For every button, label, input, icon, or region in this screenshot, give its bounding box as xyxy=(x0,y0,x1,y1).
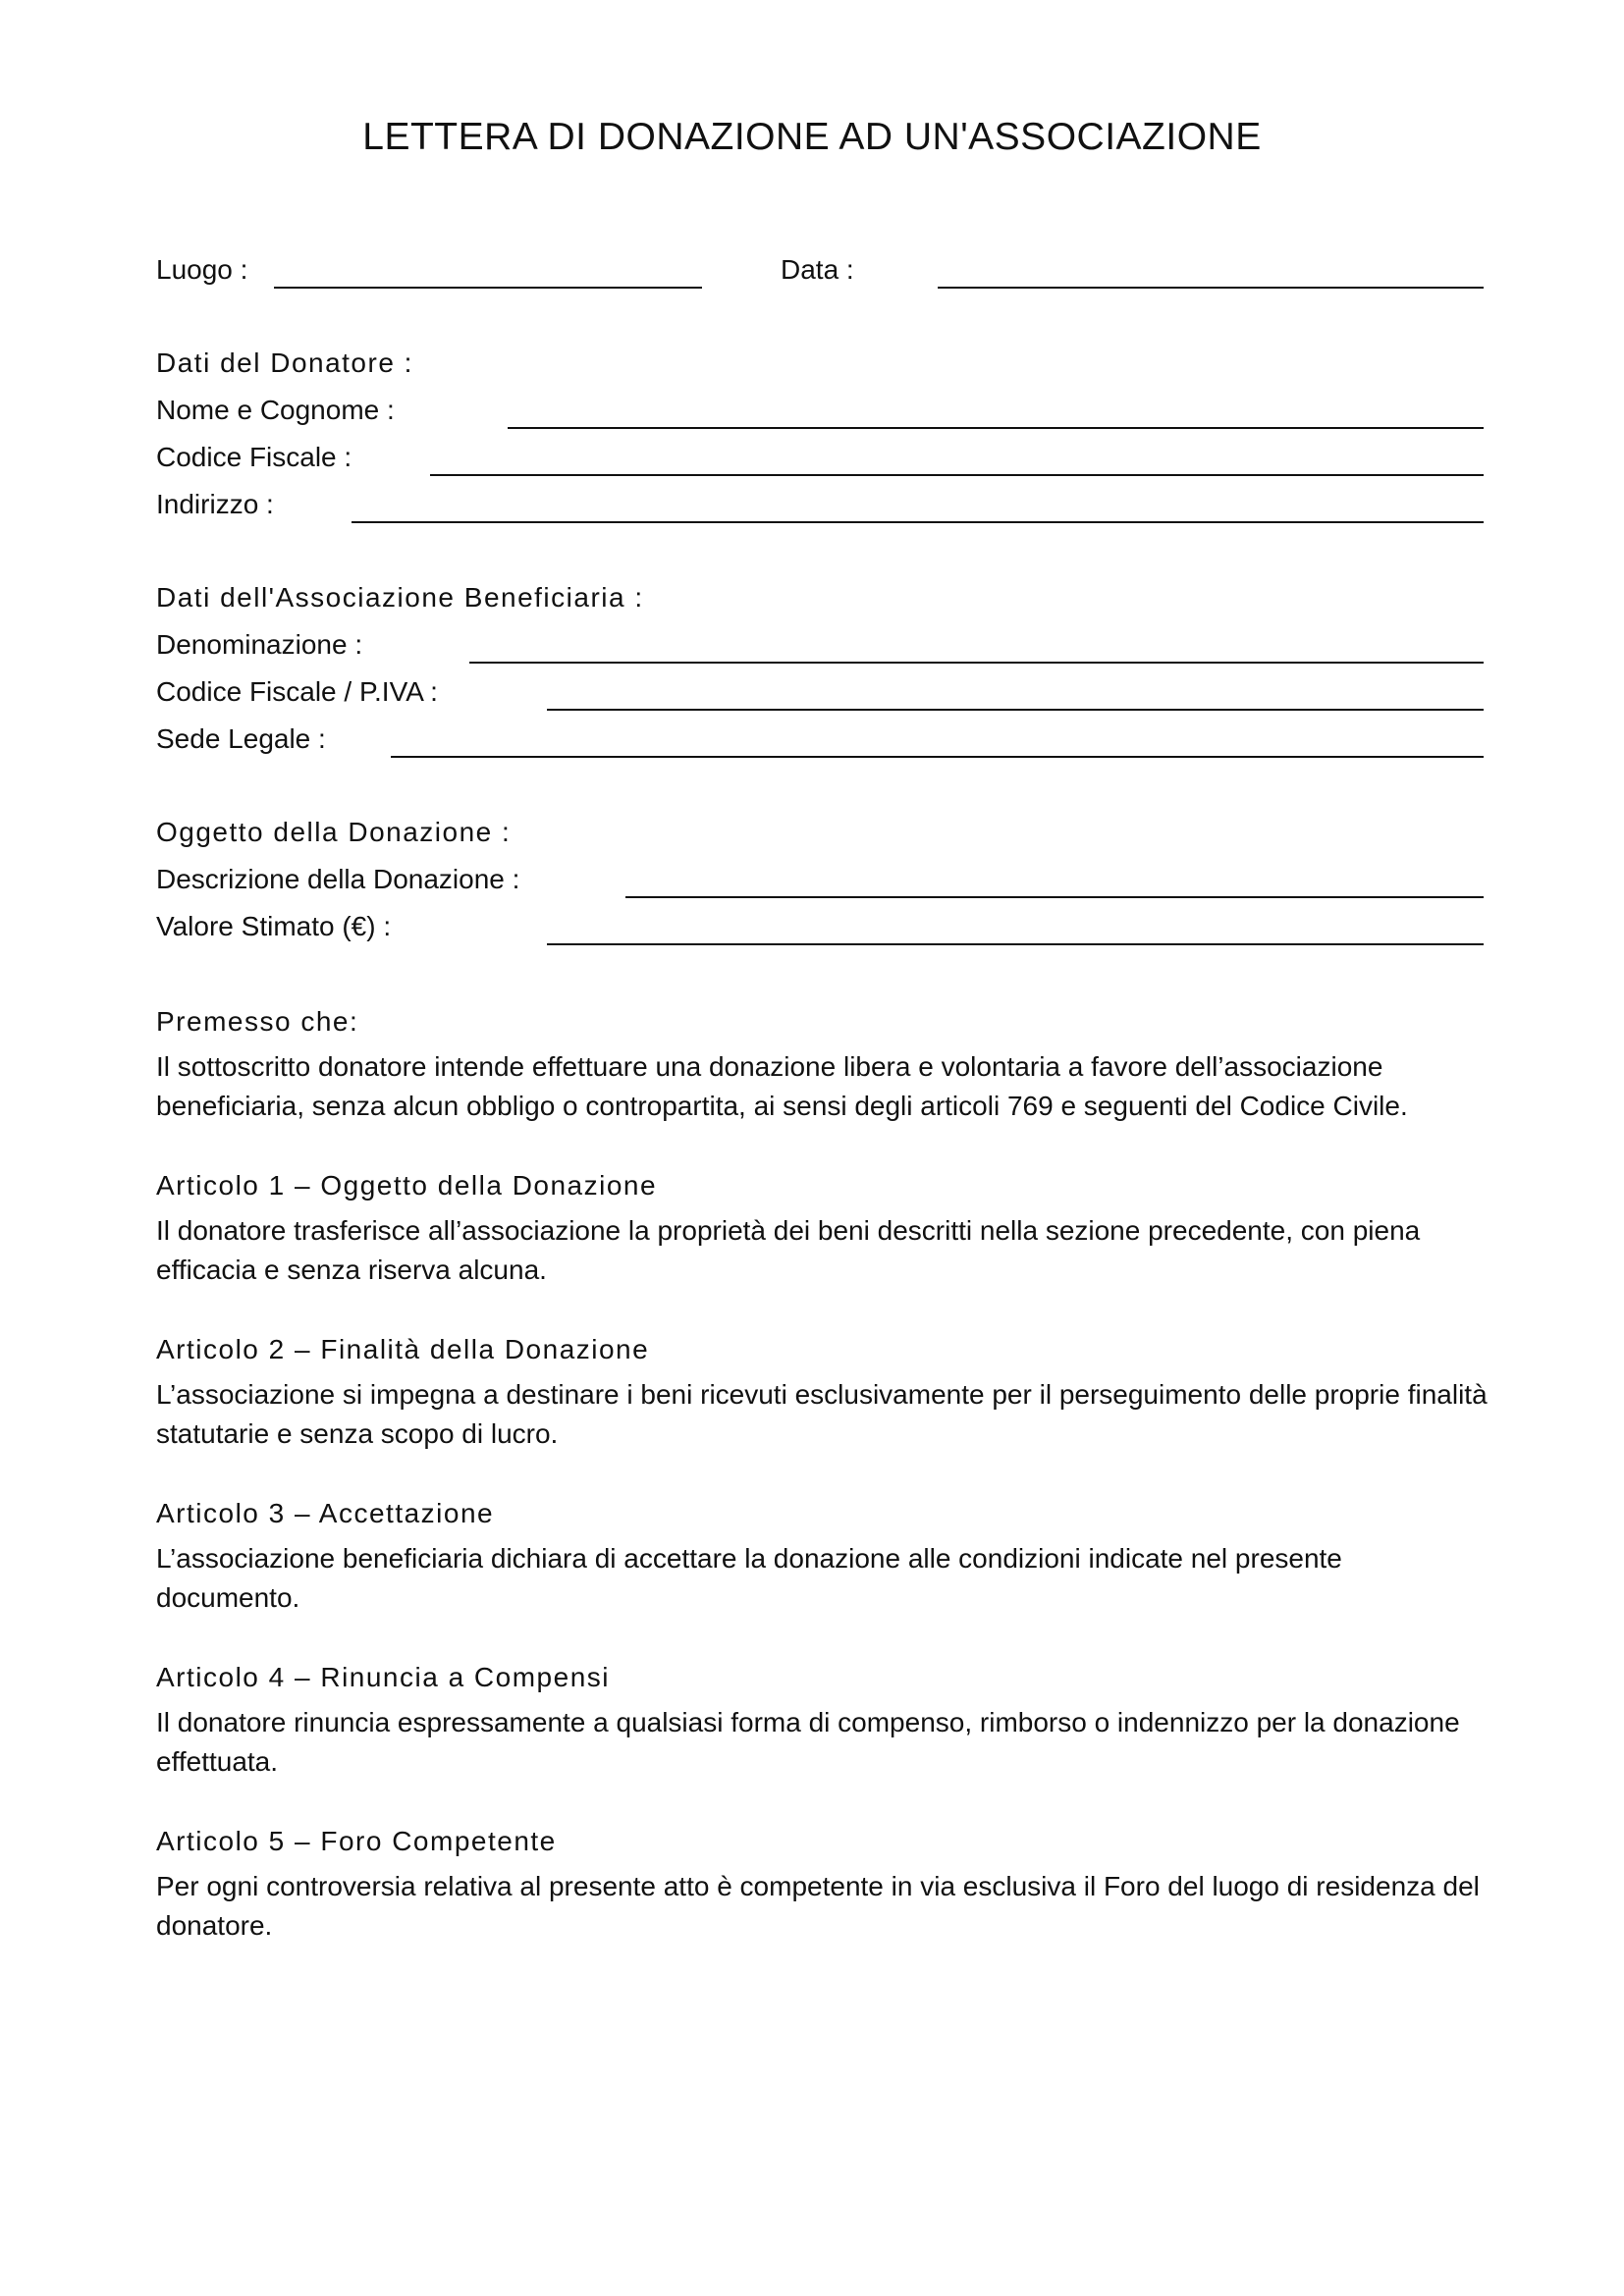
nome-cognome-field[interactable] xyxy=(508,427,1484,429)
articolo-1-text: Il donatore trasferisce all’associazione la proprietà dei beni descritti nella sezione precedente, con piena efficacia e senza riserva alcuna. xyxy=(156,1215,1421,1285)
indirizzo-field[interactable] xyxy=(352,521,1484,523)
sede-legale-label: Sede Legale : xyxy=(156,723,326,754)
descrizione-label: Descrizione della Donazione : xyxy=(156,864,520,894)
cf-piva-field[interactable] xyxy=(547,709,1484,711)
cf-piva-label: Codice Fiscale / P.IVA : xyxy=(156,676,438,707)
oggetto-heading: Oggetto della Donazione : xyxy=(156,817,512,847)
nome-cognome-label: Nome e Cognome : xyxy=(156,395,395,425)
sede-legale-field[interactable] xyxy=(391,756,1484,758)
articolo-2-heading: Articolo 2 – Finalità della Donazione xyxy=(156,1334,650,1364)
data-label: Data : xyxy=(781,254,854,285)
articolo-3-heading: Articolo 3 – Accettazione xyxy=(156,1498,495,1528)
luogo-field[interactable] xyxy=(274,287,702,289)
denominazione-field[interactable] xyxy=(469,662,1484,664)
articolo-3-text: L’associazione beneficiaria dichiara di accettare la donazione alle condizioni indicate nel presente documento. xyxy=(156,1543,1342,1613)
document-title: LETTERA DI DONAZIONE AD UN'ASSOCIAZIONE xyxy=(362,116,1262,158)
denominazione-label: Denominazione : xyxy=(156,629,363,660)
indirizzo-label: Indirizzo : xyxy=(156,489,274,519)
donatore-codice-fiscale-field[interactable] xyxy=(430,474,1484,476)
valore-field[interactable] xyxy=(547,943,1484,945)
articolo-4-heading: Articolo 4 – Rinuncia a Compensi xyxy=(156,1662,610,1692)
donatore-heading: Dati del Donatore : xyxy=(156,347,413,378)
associazione-heading: Dati dell'Associazione Beneficiaria : xyxy=(156,582,644,613)
descrizione-field[interactable] xyxy=(625,896,1484,898)
articolo-5-heading: Articolo 5 – Foro Competente xyxy=(156,1826,557,1856)
articolo-4-text: Il donatore rinuncia espressamente a qualsiasi forma di compenso, rimborso o indennizzo per la donazione effettuata. xyxy=(156,1707,1460,1777)
premesso-heading: Premesso che: xyxy=(156,1006,359,1037)
luogo-label: Luogo : xyxy=(156,254,248,285)
data-field[interactable] xyxy=(938,287,1484,289)
articolo-5-text: Per ogni controversia relativa al presente atto è competente in via esclusiva il Foro del luogo di residenza del donatore. xyxy=(156,1871,1480,1941)
valore-label: Valore Stimato (€) : xyxy=(156,911,392,941)
articolo-1-heading: Articolo 1 – Oggetto della Donazione xyxy=(156,1170,658,1201)
donatore-codice-fiscale-label: Codice Fiscale : xyxy=(156,442,352,472)
premesso-text: Il sottoscritto donatore intende effettuare una donazione libera e volontaria a favore dell’associazione beneficiaria, senza alcun obbligo o contropartita, ai sensi degli articoli 769 e seguenti del Codice Civile. xyxy=(156,1051,1408,1121)
articolo-2-text: L’associazione si impegna a destinare i beni ricevuti esclusivamente per il perseguimento delle proprie finalità statutarie e senza scopo di lucro. xyxy=(156,1379,1488,1449)
